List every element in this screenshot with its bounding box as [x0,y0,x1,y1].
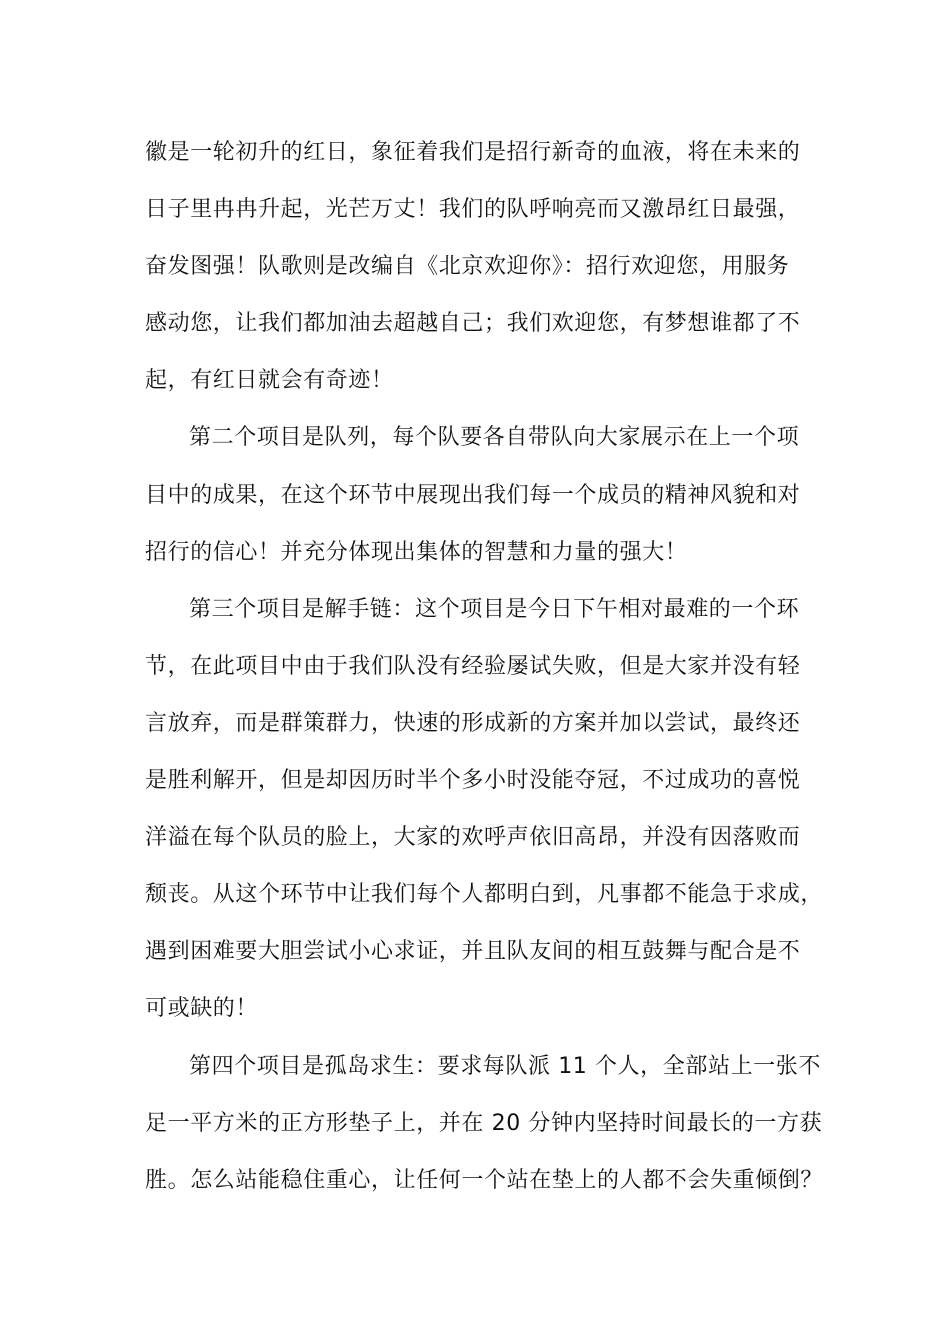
text-line: 颓丧。从这个环节中让我们每个人都明白到，凡事都不能急于求成， [145,882,824,908]
text-line: 胜。怎么站能稳住重心，让任何一个站在垫上的人都不会失重倾倒？ [145,1167,824,1193]
text-line: 足一平方米的正方形垫子上，并在 20 分钟内坚持时间最长的一方获 [145,1110,823,1136]
text-line: 可或缺的！ [145,996,259,1022]
paragraph-first-line: 第四个项目是孤岛求生：要求每队派 11 个人，全部站上一张不 [189,1053,821,1079]
text-line: 言放弃，而是群策群力，快速的形成新的方案并加以尝试，最终还 [145,710,801,736]
text-line: 是胜利解开，但是却因历时半个多小时没能夺冠，不过成功的喜悦 [145,768,801,794]
text-line: 感动您，让我们都加油去超越自己；我们欢迎您，有梦想谁都了不 [145,311,801,337]
text-line: 洋溢在每个队员的脸上，大家的欢呼声依旧高昂，并没有因落败而 [145,825,801,851]
document-body [145,124,824,1209]
text-line: 招行的信心！并充分体现出集体的智慧和力量的强大！ [145,539,688,565]
text-line: 目中的成果，在这个环节中展现出我们每一个成员的精神风貌和对 [145,482,801,508]
paragraph-first-line: 第三个项目是解手链：这个项目是今日下午相对最难的一个环 [189,596,800,622]
text-line: 起，有红日就会有奇迹！ [145,368,394,394]
text-line: 遇到困难要大胆尝试小心求证，并且队友间的相互鼓舞与配合是不 [145,939,801,965]
text-line: 奋发图强！队歌则是改编自《北京欢迎你》：招行欢迎您，用服务 [145,254,790,280]
text-line: 日子里冉冉升起，光芒万丈！我们的队呼响亮而又激昂红日最强， [145,197,801,223]
paragraph-first-line: 第二个项目是队列，每个队要各自带队向大家展示在上一个项 [189,425,800,451]
text-line: 徽是一轮初升的红日，象征着我们是招行新奇的血液，将在未来的 [145,140,801,165]
text-line: 节，在此项目中由于我们队没有经验屡试失败，但是大家并没有轻 [145,653,801,679]
